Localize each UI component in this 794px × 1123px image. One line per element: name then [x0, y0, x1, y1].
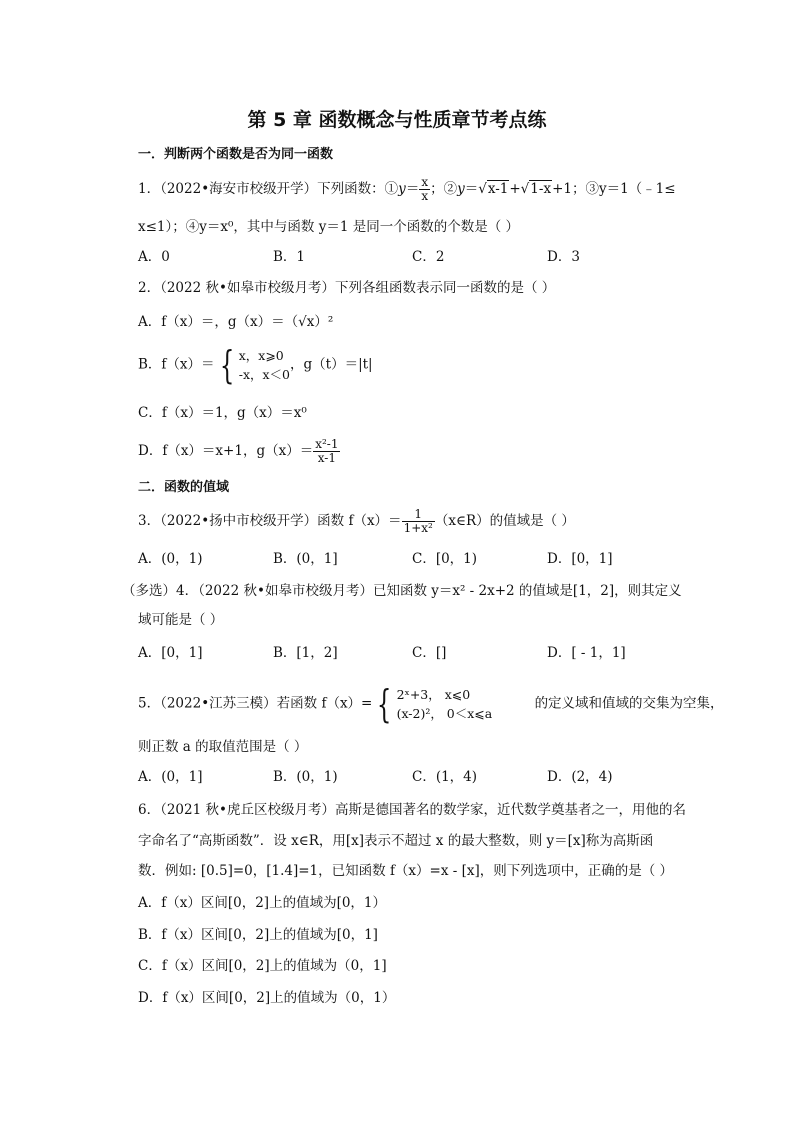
q4-option-c: C．[]: [412, 645, 447, 661]
q1-rest: ；③y＝1（﹣1≤: [571, 181, 676, 197]
q6-line3: 数．例如: [0.5]=0，[1.4]=1，已知函数 f（x）=x - [x]，则下列选项中，正确的是（ ）: [138, 863, 674, 879]
page-title: 第 5 章 函数概念与性质章节考点练: [247, 109, 547, 131]
q2-option-b: [138, 345, 373, 385]
q5-option-a: A．(0，1]: [138, 769, 203, 785]
q1-line2: x≤1）；④y＝x⁰，其中与函数 y＝1 是同一个函数的个数是（ ）: [138, 219, 520, 235]
q4-option-b: B．[1，2]: [273, 645, 338, 661]
q2-stem: 2．（2022 秋•如皋市校级月考）下列各组函数表示同一函数的是（ ）: [138, 280, 556, 296]
q1-line1: 1．（2022•海安市校级开学）下列函数：①y＝ $\frac{x}{x}$ ；②y＝√x-1+√1-x+1；③y＝1（﹣1≤: [138, 175, 676, 203]
section-heading-1: 一．判断两个函数是否为同一函数: [138, 147, 334, 162]
q1-option-d: D．3: [547, 249, 580, 265]
q5-line1: [138, 684, 724, 724]
q6-line2: 字命名了“高斯函数”．设 x∈R，用[x]表示不超过 x 的最大整数，则 y＝[x]称为高斯函: [138, 833, 654, 849]
brace-icon: {: [219, 343, 234, 387]
q5-option-c: C．(1，4): [412, 769, 478, 785]
q1-fraction: $\frac{x}{x}$: [421, 175, 429, 203]
q6-line1: 6．（2021 秋•虎丘区校级月考）高斯是德国著名的数学家，近代数学奠基者之一，用他的名: [138, 802, 686, 818]
q4-option-a: A．[0，1]: [138, 645, 203, 661]
q3-suffix: （x∈R）的值域是（ ）: [434, 513, 575, 529]
q2-b-prefix: B．f（x）＝: [138, 356, 215, 373]
q3-option-d: D．[0，1]: [547, 551, 613, 567]
q3-option-b: B．(0，1]: [273, 551, 338, 567]
q5-case1: 2ˣ+3， x⩽0: [396, 687, 471, 702]
q5-suffix: 的定义域和值域的交集为空集，: [534, 695, 724, 712]
q3-fraction: $\frac{1}{\text{1+x²}}$: [403, 507, 433, 535]
q1-prefix: 1．（2022•海安市校级开学）下列函数：①: [138, 181, 399, 197]
q2-b-case1: x，x⩾0: [238, 348, 284, 363]
q2-d-fraction: $\frac{\text{x²-1}}{x-1}$: [315, 437, 339, 465]
q3-prefix: 3．（2022•扬中市校级开学）函数 f（x）＝: [138, 513, 402, 529]
q4-option-d: D．[ - 1，1]: [547, 645, 626, 661]
q1-option-a: A．0: [138, 249, 170, 265]
q5-option-d: D．(2，4): [547, 769, 613, 785]
brace-icon: {: [377, 682, 392, 726]
q3-option-a: A．(0，1): [138, 551, 203, 567]
section-heading-2: 二．函数的值域: [138, 480, 230, 495]
q5-line2: 则正数 a 的取值范围是（ ）: [138, 739, 308, 755]
q2-d-prefix: D．f（x）＝x+1，g（x）＝: [138, 443, 314, 459]
q2-option-a: A．f（x）＝，g（x）＝（√x）²: [138, 314, 334, 330]
q4-line1: （多选）4．（2022 秋•如皋市校级月考）已知函数 y＝x² - 2x+2 的值域是[1，2]，则其定义: [122, 583, 682, 599]
q5-cases: [397, 685, 535, 723]
q6-option-d: D．f（x）区间[0，2]上的值域为（0，1）: [138, 990, 396, 1006]
q1-option-c: C．2: [412, 249, 445, 265]
q4-line2: 域可能是（ ）: [138, 612, 224, 628]
q2-option-d: [138, 438, 340, 465]
q2-b-suffix: ，g（t）＝|t|: [290, 356, 373, 373]
q2-b-case2: -x，x＜0: [238, 367, 290, 382]
q5-prefix: 5．（2022•江苏三模）若函数 f（x）=: [138, 695, 373, 712]
q6-option-b: B．f（x）区间[0，2]上的值域为[0，1]: [138, 927, 378, 943]
q3-option-c: C．[0，1): [412, 551, 478, 567]
q1-option-b: B．1: [273, 249, 306, 265]
q6-option-a: A．f（x）区间[0，2]上的值域为[0，1）: [138, 895, 387, 911]
q5-option-b: B．(0，1): [273, 769, 338, 785]
q3-line: [138, 508, 575, 535]
q6-option-c: C．f（x）区间[0，2]上的值域为（0，1]: [138, 958, 387, 974]
q2-b-cases: [239, 346, 290, 384]
q2-option-c: C．f（x）＝1，g（x）＝x⁰: [138, 405, 307, 421]
q5-case2: (x-2)²， 0＜x⩽a: [396, 706, 493, 721]
